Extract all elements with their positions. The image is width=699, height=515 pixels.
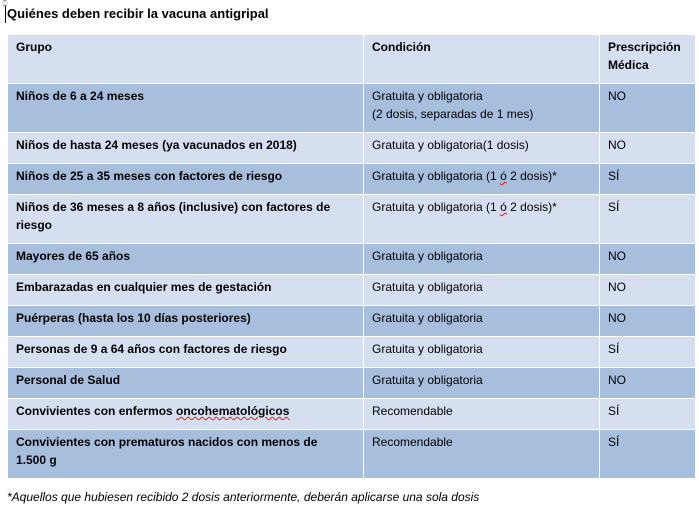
cell-prescripcion: SÍ <box>600 164 696 195</box>
cell-condicion: Gratuita y obligatoria <box>364 275 600 306</box>
table-row <box>8 337 696 368</box>
cell-prescripcion: NO <box>600 368 696 399</box>
table-row <box>8 84 696 133</box>
cell-grupo: Niños de hasta 24 meses (ya vacunados en 2018) <box>8 133 364 164</box>
cell-condicion-line2: (2 dosis, separadas de 1 mes) <box>372 107 534 121</box>
document-title: Quiénes deben recibir la vacuna antigripal <box>7 6 269 21</box>
cell-condicion: Recomendable <box>364 430 600 479</box>
cell-condicion: Gratuita y obligatoria(1 dosis) <box>364 133 600 164</box>
header-prescripcion <box>600 35 696 84</box>
table-row <box>8 368 696 399</box>
cell-grupo: Niños de 25 a 35 meses con factores de riesgo <box>8 164 364 195</box>
cell-grupo: Niños de 6 a 24 meses <box>8 84 364 133</box>
table-row <box>8 133 696 164</box>
vaccine-table <box>7 34 696 479</box>
cell-grupo: Puérperas (hasta los 10 días posteriores) <box>8 306 364 337</box>
table-row <box>8 164 696 195</box>
cell-condicion-line1: Gratuita y obligatoria <box>372 89 483 103</box>
cell-condicion: Gratuita y obligatoria <box>364 306 600 337</box>
cell-prescripcion: NO <box>600 133 696 164</box>
cell-prescripcion: SÍ <box>600 195 696 244</box>
cell-condicion <box>364 164 600 195</box>
cell-prescripcion: SÍ <box>600 399 696 430</box>
cell-condicion <box>364 195 600 244</box>
cell-prescripcion: SÍ <box>600 430 696 479</box>
cell-condicion-post: 2 dosis)* <box>506 169 557 183</box>
cell-prescripcion: NO <box>600 275 696 306</box>
header-prescripcion-line2: Médica <box>608 58 649 72</box>
table-row <box>8 244 696 275</box>
anchor-mark-icon: ⌚ <box>1 1 9 7</box>
cell-condicion-pre: Gratuita y obligatoria (1 <box>372 169 501 183</box>
cell-grupo-line1: Niños de 36 meses a 8 años (inclusive) con factores de <box>16 200 331 214</box>
cell-condicion: Recomendable <box>364 399 600 430</box>
cell-grupo: Mayores de 65 años <box>8 244 364 275</box>
table-header-row <box>8 35 696 84</box>
cell-grupo: Personas de 9 a 64 años con factores de riesgo <box>8 337 364 368</box>
cell-prescripcion: NO <box>600 84 696 133</box>
footnote: *Aquellos que hubiesen recibido 2 dosis anteriormente, deberán aplicarse una sola dosis <box>7 490 480 504</box>
cell-grupo <box>8 399 364 430</box>
header-condicion: Condición <box>364 35 600 84</box>
cell-grupo-line1: Convivientes con prematuros nacidos con menos de <box>16 435 318 449</box>
spellcheck-underline: ó <box>500 169 507 183</box>
spellcheck-underline: ó <box>500 200 507 214</box>
table-row <box>8 275 696 306</box>
cell-grupo-line2: 1.500 g <box>16 453 57 467</box>
cell-grupo <box>8 430 364 479</box>
cell-condicion: Gratuita y obligatoria <box>364 244 600 275</box>
cell-condicion-pre: Gratuita y obligatoria (1 <box>372 200 501 214</box>
cell-prescripcion: NO <box>600 306 696 337</box>
table-row <box>8 430 696 479</box>
cell-grupo-pre: Convivientes con enfermos <box>16 404 177 418</box>
header-grupo: Grupo <box>8 35 364 84</box>
cell-prescripcion: NO <box>600 244 696 275</box>
cell-grupo: Embarazadas en cualquier mes de gestación <box>8 275 364 306</box>
table-row <box>8 306 696 337</box>
cell-condicion <box>364 84 600 133</box>
table-row <box>8 399 696 430</box>
table-row <box>8 195 696 244</box>
cell-prescripcion: SÍ <box>600 337 696 368</box>
cell-grupo <box>8 195 364 244</box>
cell-condicion-post: 2 dosis)* <box>506 200 557 214</box>
header-prescripcion-line1: Prescripción <box>608 40 681 54</box>
cell-condicion: Gratuita y obligatoria <box>364 368 600 399</box>
spellcheck-underline: oncohematológicos <box>176 404 290 418</box>
cell-grupo: Personal de Salud <box>8 368 364 399</box>
cell-grupo-line2: riesgo <box>16 218 53 232</box>
cell-condicion: Gratuita y obligatoria <box>364 337 600 368</box>
